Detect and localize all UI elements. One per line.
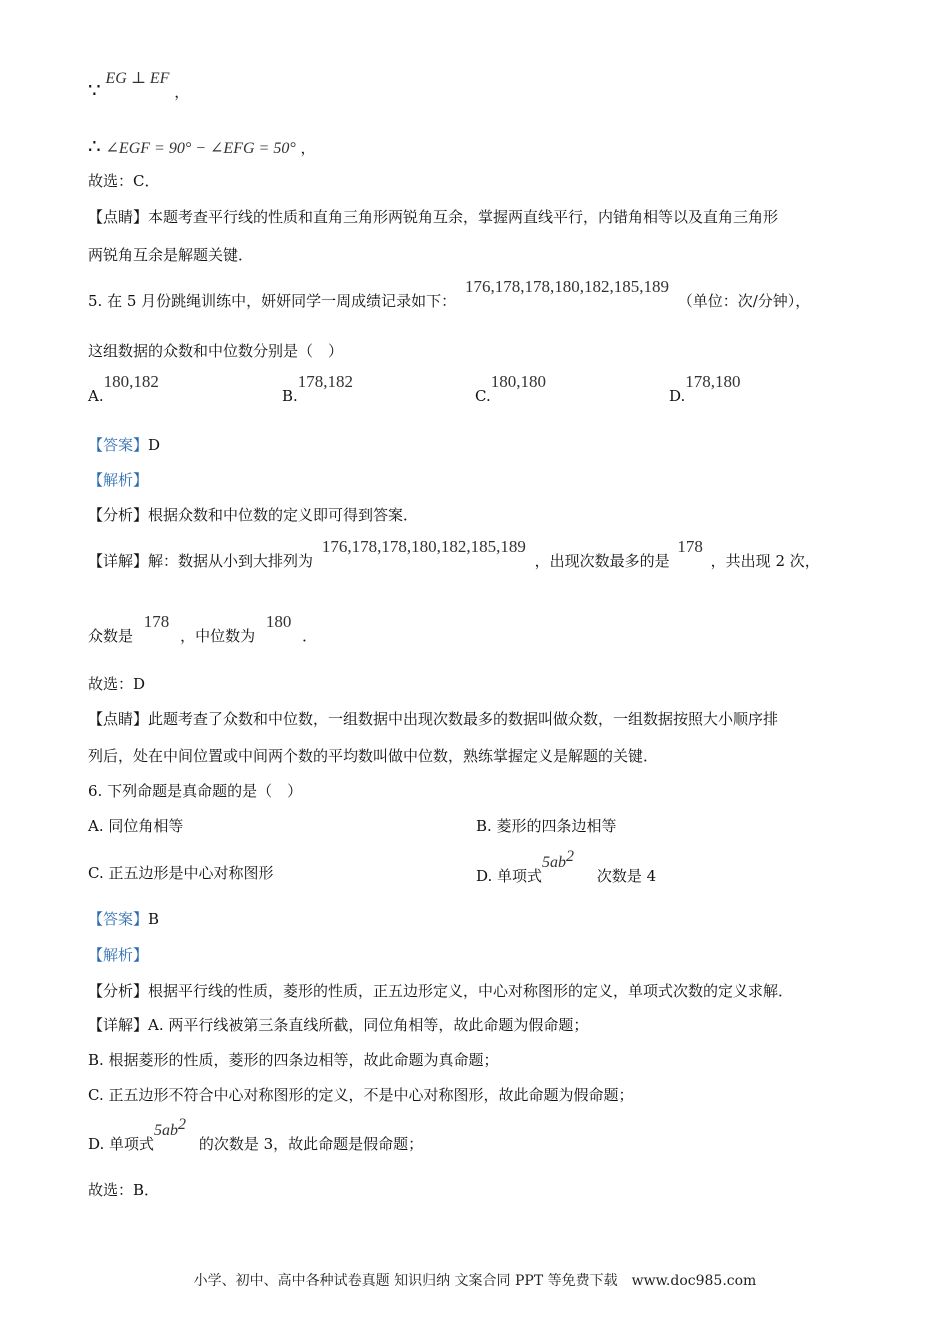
monomial-exponent: 2 [566,848,575,865]
q6-option-a: A. 同位角相等 [88,817,184,835]
q5-stem-line2: 这组数据的众数和中位数分别是（ ） [88,342,344,360]
q5-stem-line1 [88,277,811,311]
answer-label: 【答案】 [88,436,149,454]
detail-data: 176,178,178,180,182,185,189 [321,537,526,556]
q6-detail-c: C. 正五边形不符合中心对称图形的定义，不是中心对称图形，故此命题为假命题； [88,1086,634,1104]
q5-option-c [475,372,546,406]
option-letter: C. [475,387,491,405]
q6-analysis [88,944,148,965]
q5-stem-data: 176,178,178,180,182,185,189 [464,277,669,296]
option-text: D. 单项式 [476,867,543,885]
comment-label: 【点睛】 [88,208,149,226]
q5-detail-line1 [88,537,820,571]
option-letter: A. [88,387,104,405]
therefore-math: ∠EGF = 90° − ∠EFG = 50° [105,140,296,157]
detail-text: A. 两平行线被第三条直线所截，同位角相等，故此命题为假命题； [148,1016,589,1034]
q5-option-b [282,372,354,406]
therefore-line [88,134,316,158]
q6-choose: 故选：B． [88,1181,160,1199]
analysis-label: 【解析】 [88,946,149,964]
comment-text: 此题考查了众数和中位数，一组数据中出现次数最多的数据叫做众数，一组数据按照大小顺序排 [148,710,779,728]
detail-text: ，出现次数最多的是 [534,552,670,570]
q5-option-a [88,372,159,406]
q5-answer [88,434,160,455]
detail-text: D. 单项式 [88,1135,155,1153]
detail-text: 的次数是 3，故此命题是假命题； [198,1135,424,1153]
option-tail: 次数是 4 [596,867,657,885]
because-symbol: ∵ [88,78,101,102]
detail-text: ． [302,627,318,645]
comment-label: 【点睛】 [88,710,149,728]
proof-comment-line1 [88,206,778,227]
q6-detail-b: B. 根据菱形的性质，菱形的四条边相等，故此命题为真命题； [88,1051,499,1069]
q5-comment-line1 [88,708,778,729]
fenxi-label: 【分析】 [88,982,149,1000]
because-line [88,70,190,102]
q6-detail-a [88,1014,588,1035]
therefore-symbol: ∴ [88,134,101,158]
page-footer: 小学、初中、高中各种试卷真题 知识归纳 文案合同 PPT 等免费下载 www.doc985.com [193,1273,757,1289]
q6-stem: 6. 下列命题是真命题的是（ ） [88,782,303,800]
detail-text: 众数是 [88,627,134,645]
q5-stem-suffix: （单位：次/分钟）， [677,292,811,310]
monomial-math: 5ab [154,1122,179,1139]
fenxi-text: 根据众数和中位数的定义即可得到答案． [148,506,419,524]
therefore-tail: ， [300,139,316,157]
detail-text: 解：数据从小到大排列为 [148,552,314,570]
q6-option-c: C. 正五边形是中心对称图形 [88,864,274,882]
analysis-label: 【解析】 [88,471,149,489]
q6-option-b: B. 菱形的四条边相等 [476,817,617,835]
because-tail: ， [174,83,190,101]
q5-choose: 故选：D [88,675,146,693]
detail-label: 【详解】 [88,1016,149,1034]
detail-mode: 178 [677,537,703,556]
monomial-math: 5ab [542,854,567,871]
option-letter: D. [669,387,686,405]
q6-fenxi [88,980,793,1001]
detail-text: ，共出现 2 次， [710,552,820,570]
proof-choose: 故选：C． [88,172,160,190]
detail-text: ，中位数为 [180,627,256,645]
option-letter: B. [282,387,298,405]
q5-option-d [669,372,741,406]
proof-comment-line2: 两锐角互余是解题关键． [88,246,254,264]
detail-mode: 178 [143,612,170,631]
answer-value: B [148,910,160,928]
option-value: 178,180 [685,372,741,391]
q5-stem-prefix: 5. 在 5 月份跳绳训练中，妍妍同学一周成绩记录如下： [88,292,457,310]
q5-detail-line2 [88,612,318,646]
q6-detail-d [88,1116,424,1154]
because-math: EG ⊥ EF [105,70,170,87]
option-value: 180,182 [103,372,159,391]
q5-fenxi [88,504,418,525]
q6-option-d [476,848,657,886]
answer-label: 【答案】 [88,910,149,928]
q5-analysis [88,469,148,490]
detail-label: 【详解】 [88,552,149,570]
monomial-exponent: 2 [178,1116,187,1133]
q5-comment-line2: 列后，处在中间位置或中间两个数的平均数叫做中位数，熟练掌握定义是解题的关键． [88,747,659,765]
detail-median: 180 [265,612,292,631]
answer-value: D [148,436,161,454]
fenxi-label: 【分析】 [88,506,149,524]
option-value: 180,180 [490,372,546,391]
fenxi-text: 根据平行线的性质，菱形的性质，正五边形定义，中心对称图形的定义，单项式次数的定义求解． [148,982,794,1000]
comment-text: 本题考查平行线的性质和直角三角形两锐角互余，掌握两直线平行，内错角相等以及直角三角形 [148,208,779,226]
q6-answer [88,908,159,929]
option-value: 178,182 [297,372,354,391]
